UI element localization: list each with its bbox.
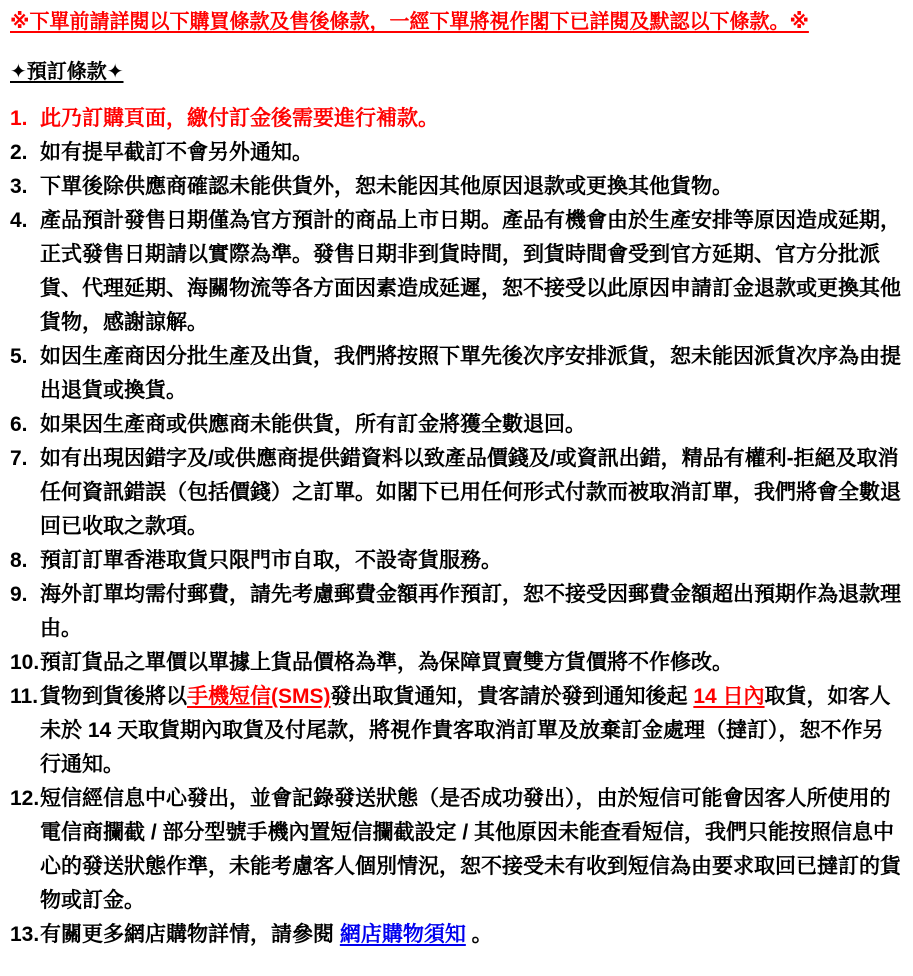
page-title: ※下單前請詳閱以下購買條款及售後條款，一經下單將視作閣下已詳閱及默認以下條款。※ xyxy=(10,11,809,33)
term-segment: 如果因生產商或供應商未能供貨，所有訂金將獲全數退回。 xyxy=(40,413,586,436)
term-segment: 預訂訂單香港取貨只限門市自取，不設寄貨服務。 xyxy=(40,549,502,572)
term-text xyxy=(40,204,903,340)
term-text xyxy=(40,340,903,408)
term-item xyxy=(10,340,903,408)
term-number: 10. xyxy=(10,651,40,674)
term-segment: 如因生產商因分批生產及出貨，我們將按照下單先後次序安排派貨，恕未能因派貨次序為由提出退貨或換貨。 xyxy=(40,345,901,402)
term-number: 3. xyxy=(10,175,28,198)
terms-list xyxy=(10,102,903,952)
term-number: 11. xyxy=(10,685,39,708)
term-text xyxy=(40,170,903,204)
term-item xyxy=(10,544,903,578)
highlight-text: 14 日內 xyxy=(693,685,765,708)
term-segment: 預訂貨品之單價以單據上貨品價格為準，為保障買賣雙方貨價將不作修改。 xyxy=(40,651,733,674)
term-segment: 取貨，如客人未於 14 天取貨期內取貨及付尾款，將視作貴客取消訂單及放棄訂金處理（撻訂），恕不作另行通知。 xyxy=(40,685,891,776)
term-segment: 產品預計發售日期僅為官方預計的商品上市日期。產品有機會由於生產安排等原因造成延期，正式發售日期請以實際為準。發售日期非到貨時間，到貨時間會受到官方延期、官方分批派貨、代理延期、海關物流等各方面因素造成延遲，恕不接受以此原因申請訂金退款或更換其他貨物，感謝諒解。 xyxy=(40,209,901,334)
term-segment: 此乃訂購頁面，繳付訂金後需要進行補款。 xyxy=(40,107,439,130)
term-number: 7. xyxy=(10,447,28,470)
term-number: 8. xyxy=(10,549,28,572)
term-text xyxy=(40,578,903,646)
term-text xyxy=(40,680,903,782)
term-number: 12. xyxy=(10,787,40,810)
term-item xyxy=(10,918,903,952)
term-segment: 如有提早截訂不會另外通知。 xyxy=(40,141,313,164)
term-item xyxy=(10,136,903,170)
term-number: 9. xyxy=(10,583,28,606)
section-heading: ✦預訂條款✦ xyxy=(10,61,124,83)
term-item xyxy=(10,102,903,136)
term-number: 5. xyxy=(10,345,28,368)
term-text xyxy=(40,544,903,578)
term-number: 6. xyxy=(10,413,28,436)
term-item xyxy=(10,646,903,680)
term-item xyxy=(10,680,903,782)
term-segment: 發出取貨通知，貴客請於發到通知後起 xyxy=(330,685,694,708)
term-text xyxy=(40,442,903,544)
shop-guide-link[interactable]: 網店購物須知 xyxy=(339,923,466,946)
term-item xyxy=(10,782,903,918)
highlight-text: 手機短信(SMS) xyxy=(187,685,331,708)
term-number: 4. xyxy=(10,209,28,232)
term-segment: 下單後除供應商確認未能供貨外，恕未能因其他原因退款或更換其他貨物。 xyxy=(40,175,733,198)
term-item xyxy=(10,170,903,204)
term-segment: 。 xyxy=(465,923,493,946)
term-text xyxy=(40,646,903,680)
term-number: 2. xyxy=(10,141,28,164)
term-text xyxy=(40,136,903,170)
term-segment: 短信經信息中心發出，並會記錄發送狀態（是否成功發出），由於短信可能會因客人所使用的電信商攔截 / 部分型號手機內置短信攔截設定 / 其他原因未能查看短信，我們只能按照信息中心的發送狀態作準，未能考慮客人個別情況，恕不接受未有收到短信為由要求取回已撻訂的貨物或訂金。 xyxy=(40,787,901,912)
term-number: 13. xyxy=(10,923,40,946)
term-item xyxy=(10,442,903,544)
term-item xyxy=(10,578,903,646)
term-text xyxy=(40,102,903,136)
term-segment: 貨物到貨後將以 xyxy=(40,685,187,708)
term-item xyxy=(10,204,903,340)
term-text xyxy=(40,782,903,918)
term-segment: 有關更多網店購物詳情，請參閱 xyxy=(40,923,340,946)
term-number: 1. xyxy=(10,107,28,130)
term-segment: 如有出現因錯字及/或供應商提供錯資料以致產品價錢及/或資訊出錯，精品有權利-拒絕及取消任何資訊錯誤（包括價錢）之訂單。如閣下已用任何形式付款而被取消訂單，我們將會全數退回已收取之款項。 xyxy=(40,447,901,538)
term-item xyxy=(10,408,903,442)
term-text xyxy=(40,918,903,952)
term-segment: 海外訂單均需付郵費，請先考慮郵費金額再作預訂，恕不接受因郵費金額超出預期作為退款理由。 xyxy=(40,583,901,640)
term-text xyxy=(40,408,903,442)
